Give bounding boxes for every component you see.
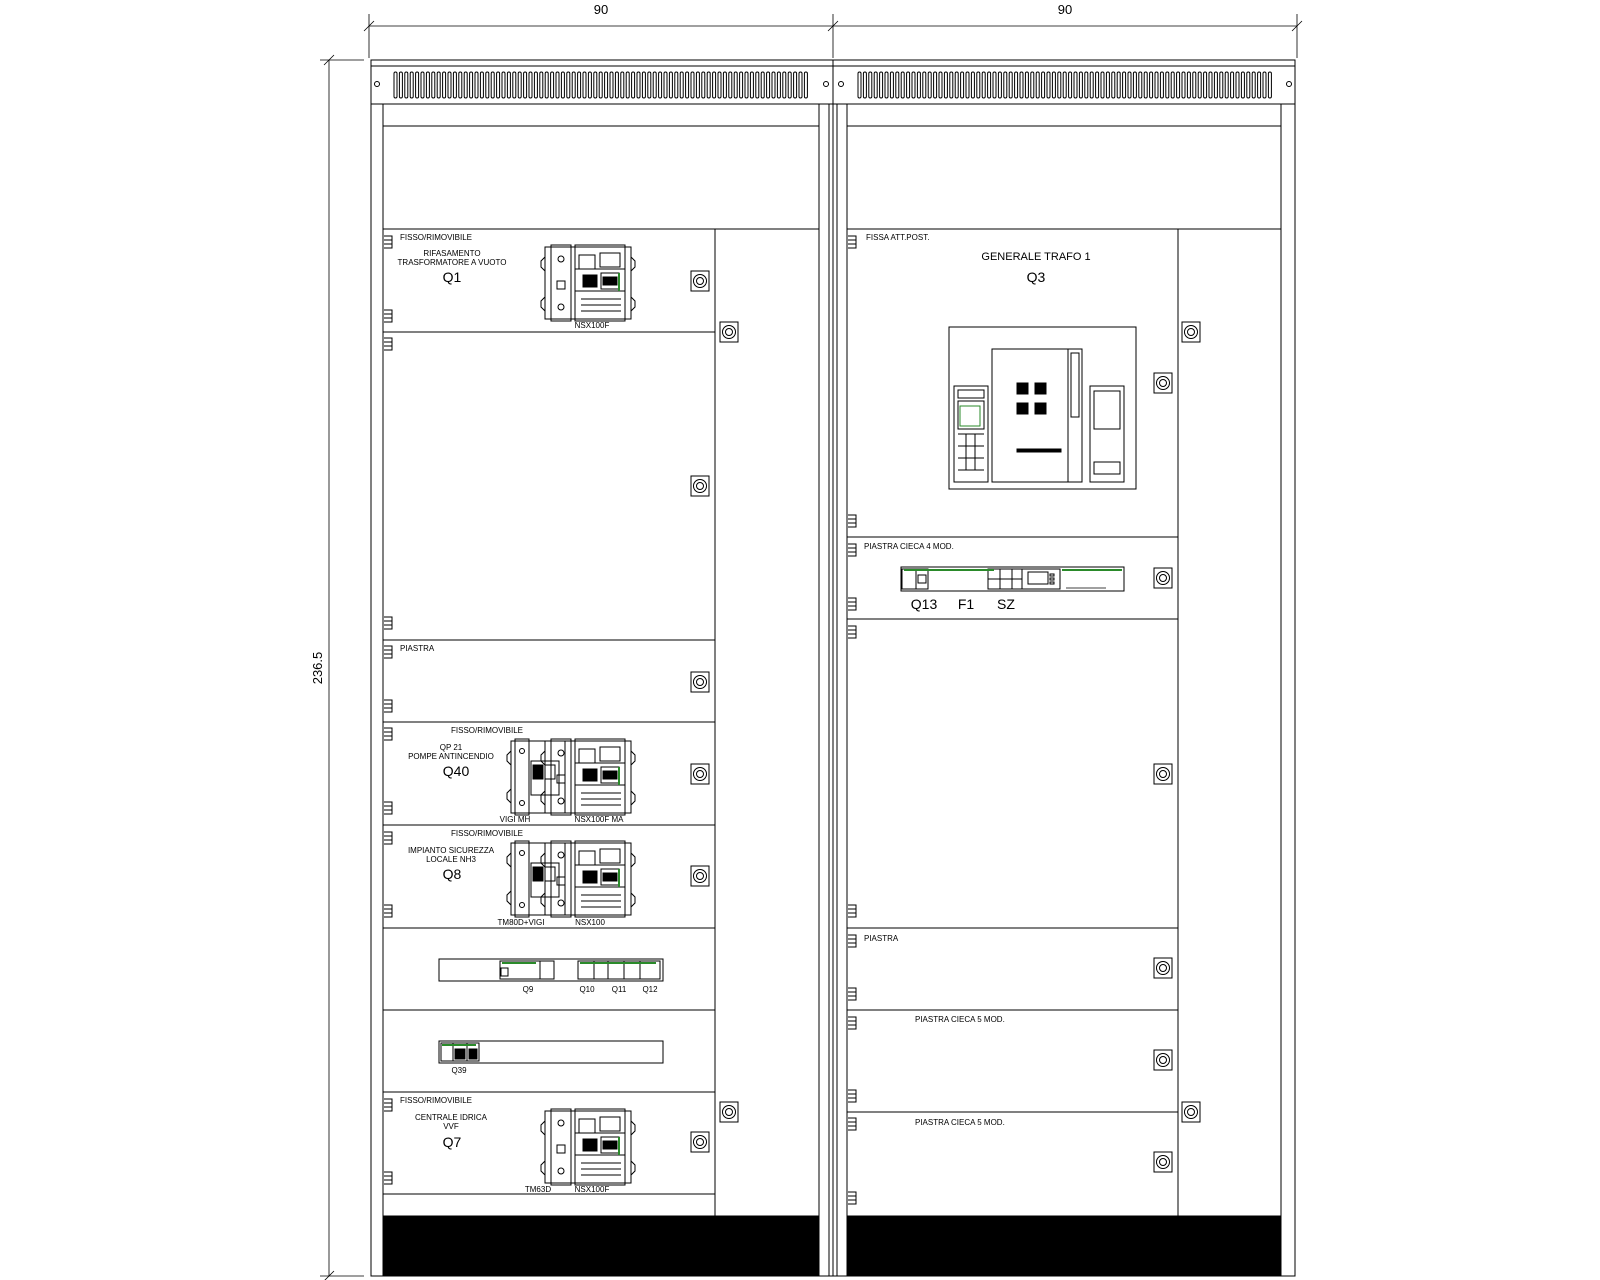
vent-slot	[551, 72, 554, 98]
right-column	[847, 229, 1200, 1216]
vent-slot	[594, 72, 597, 98]
device-model: VIGI MH	[499, 815, 531, 824]
vent-slot	[632, 72, 635, 98]
circuit-description: POMPE ANTINCENDIO	[408, 752, 494, 761]
breaker-q7[interactable]	[541, 1109, 635, 1185]
vent-slot	[1117, 72, 1120, 98]
breaker-tag: Q7	[442, 1134, 462, 1150]
vent-slot	[405, 72, 408, 98]
vent-slot	[874, 72, 877, 98]
vent-slot	[529, 72, 532, 98]
vent-slot	[416, 72, 419, 98]
vent-slot	[1123, 72, 1126, 98]
vent-slot	[1263, 72, 1266, 98]
breaker-tag: Q3	[1026, 269, 1046, 285]
vent-slot	[578, 72, 581, 98]
vent-slot	[1182, 72, 1185, 98]
vent-slot	[675, 72, 678, 98]
vent-slot	[1258, 72, 1261, 98]
vent-slot	[1058, 72, 1061, 98]
vent-slot	[394, 72, 397, 98]
vent-slot	[540, 72, 543, 98]
plinth-right	[847, 1216, 1281, 1276]
vent-slot	[410, 72, 413, 98]
vent-slot	[880, 72, 883, 98]
vent-slot	[707, 72, 710, 98]
vent-slot	[583, 72, 586, 98]
circuit-description: CENTRALE IDRICA	[414, 1113, 488, 1122]
vent-slot	[1241, 72, 1244, 98]
vent-slot	[1079, 72, 1082, 98]
vent-slot	[750, 72, 753, 98]
breaker-q8[interactable]	[507, 841, 635, 917]
vent-slot	[788, 72, 791, 98]
section-type-label: PIASTRA CIECA 5 MOD.	[915, 1118, 1005, 1127]
vent-slot	[637, 72, 640, 98]
vent-slot	[713, 72, 716, 98]
vent-slot	[491, 72, 494, 98]
vent-slot	[513, 72, 516, 98]
main-breaker-q3[interactable]	[949, 327, 1136, 489]
section-type-label: PIASTRA	[400, 644, 435, 653]
vent-slot	[497, 72, 500, 98]
vent-slot	[1177, 72, 1180, 98]
vent-slot	[1015, 72, 1018, 98]
vent-slot	[928, 72, 931, 98]
dimension-lines	[320, 14, 1302, 1280]
vent-slot	[556, 72, 559, 98]
vent-slot	[459, 72, 462, 98]
vent-slot	[534, 72, 537, 98]
vent-slot	[399, 72, 402, 98]
vent-slot	[524, 72, 527, 98]
device-model: NSX100	[575, 918, 605, 927]
vent-slot	[740, 72, 743, 98]
din-rail-q13-f1-sz[interactable]	[901, 567, 1124, 591]
vent-slot	[901, 72, 904, 98]
device-model: NSX100F	[574, 321, 610, 330]
vent-slot	[567, 72, 570, 98]
ventilation-grille-right	[858, 72, 1271, 98]
cabinet-frame	[371, 60, 1295, 1276]
vent-slot	[1252, 72, 1255, 98]
circuit-description: RIFASAMENTO	[423, 249, 481, 258]
vent-slot	[653, 72, 656, 98]
vent-slot	[955, 72, 958, 98]
vent-slot	[1052, 72, 1055, 98]
vent-slot	[794, 72, 797, 98]
breaker-tag: Q13	[910, 596, 938, 612]
breaker-tag: Q11	[611, 985, 627, 994]
vent-slot	[1101, 72, 1104, 98]
vent-slot	[518, 72, 521, 98]
circuit-description: VVF	[443, 1122, 459, 1131]
vent-slot	[1069, 72, 1072, 98]
section-type-label: PIASTRA	[864, 934, 899, 943]
vent-slot	[1209, 72, 1212, 98]
vent-slot	[885, 72, 888, 98]
breaker-tag: Q12	[642, 985, 658, 994]
device-model: TM63D	[524, 1185, 552, 1194]
section-type-label: PIASTRA CIECA 4 MOD.	[864, 542, 954, 551]
circuit-description: GENERALE TRAFO 1	[981, 251, 1091, 263]
vent-slot	[1160, 72, 1163, 98]
breaker-tag: F1	[957, 596, 975, 612]
vent-slot	[1150, 72, 1153, 98]
vent-slot	[912, 72, 915, 98]
circuit-description: IMPIANTO SICUREZZA	[407, 846, 495, 855]
vent-slot	[1198, 72, 1201, 98]
device-model: NSX100F MA	[574, 815, 624, 824]
breaker-tag: Q39	[451, 1066, 467, 1075]
vent-slot	[934, 72, 937, 98]
vent-slot	[982, 72, 985, 98]
vent-slot	[1085, 72, 1088, 98]
vent-slot	[1187, 72, 1190, 98]
vent-slot	[756, 72, 759, 98]
right-door-locks[interactable]	[1154, 322, 1200, 1172]
vent-slot	[664, 72, 667, 98]
vent-slot	[464, 72, 467, 98]
vent-slot	[961, 72, 964, 98]
vent-slot	[1204, 72, 1207, 98]
vent-slot	[988, 72, 991, 98]
vent-slot	[950, 72, 953, 98]
vent-slot	[907, 72, 910, 98]
vent-slot	[1247, 72, 1250, 98]
vent-slot	[998, 72, 1001, 98]
circuit-description: LOCALE NH3	[426, 855, 476, 864]
vent-slot	[1171, 72, 1174, 98]
vent-slot	[648, 72, 651, 98]
vent-slot	[588, 72, 591, 98]
vent-slot	[971, 72, 974, 98]
vent-slot	[448, 72, 451, 98]
dimension-height: 236.5	[310, 651, 325, 685]
vent-slot	[917, 72, 920, 98]
vent-slot	[572, 72, 575, 98]
breaker-q40[interactable]	[507, 739, 635, 815]
vent-slot	[1031, 72, 1034, 98]
breaker-tag: Q40	[442, 763, 470, 779]
section-type-label: FISSO/RIMOVIBILE	[400, 233, 473, 242]
vent-slot	[966, 72, 969, 98]
vent-slot	[421, 72, 424, 98]
vent-slot	[432, 72, 435, 98]
vent-slot	[659, 72, 662, 98]
vent-slot	[443, 72, 446, 98]
vent-slot	[939, 72, 942, 98]
vent-slot	[869, 72, 872, 98]
section-type-label: FISSO/RIMOVIBILE	[400, 1096, 473, 1105]
vent-slot	[1047, 72, 1050, 98]
vent-slot	[896, 72, 899, 98]
vent-slot	[993, 72, 996, 98]
vent-slot	[1128, 72, 1131, 98]
vent-slot	[1236, 72, 1239, 98]
vent-slot	[1133, 72, 1136, 98]
vent-slot	[642, 72, 645, 98]
vent-slot	[783, 72, 786, 98]
section-type-label: FISSO/RIMOVIBILE	[451, 829, 524, 838]
vent-slot	[1144, 72, 1147, 98]
vent-slot	[1268, 72, 1271, 98]
vent-slot	[1036, 72, 1039, 98]
vent-slot	[772, 72, 775, 98]
device-model: TM80D+VIGI	[497, 918, 545, 927]
vent-slot	[767, 72, 770, 98]
vent-slot	[890, 72, 893, 98]
right-hinges	[848, 236, 856, 1204]
vent-slot	[1074, 72, 1077, 98]
vent-slot	[1009, 72, 1012, 98]
vent-slot	[734, 72, 737, 98]
vent-slot	[702, 72, 705, 98]
breaker-tag: Q9	[522, 985, 534, 994]
circuit-description: TRASFORMATORE A VUOTO	[397, 258, 507, 267]
breaker-tag: Q10	[579, 985, 595, 994]
vent-slot	[680, 72, 683, 98]
vent-slot	[923, 72, 926, 98]
vent-slot	[480, 72, 483, 98]
vent-slot	[470, 72, 473, 98]
din-rail-q39[interactable]	[439, 1041, 663, 1063]
vent-slot	[691, 72, 694, 98]
vent-slot	[626, 72, 629, 98]
vent-slot	[453, 72, 456, 98]
device-model: NSX100F	[574, 1185, 610, 1194]
vent-slot	[502, 72, 505, 98]
vent-slot	[1090, 72, 1093, 98]
vent-slot	[1225, 72, 1228, 98]
vent-slot	[599, 72, 602, 98]
vent-slot	[1166, 72, 1169, 98]
vent-slot	[1193, 72, 1196, 98]
ventilation-grille-left	[394, 72, 807, 98]
vent-slot	[1025, 72, 1028, 98]
vent-slot	[621, 72, 624, 98]
vent-slot	[777, 72, 780, 98]
vent-slot	[1155, 72, 1158, 98]
vent-slot	[977, 72, 980, 98]
vent-slot	[669, 72, 672, 98]
breaker-tag: Q1	[442, 269, 462, 285]
vent-slot	[944, 72, 947, 98]
vent-slot	[858, 72, 861, 98]
vent-slot	[804, 72, 807, 98]
vent-slot	[686, 72, 689, 98]
vent-slot	[615, 72, 618, 98]
din-rail-q9-q12[interactable]	[439, 959, 663, 981]
vent-slot	[486, 72, 489, 98]
vent-slot	[545, 72, 548, 98]
vent-slot	[426, 72, 429, 98]
vent-slot	[507, 72, 510, 98]
vent-slot	[1220, 72, 1223, 98]
section-type-label: PIASTRA CIECA 5 MOD.	[915, 1015, 1005, 1024]
dimension-width-left: 90	[593, 2, 609, 17]
breaker-tag: Q8	[442, 866, 462, 882]
vent-slot	[1231, 72, 1234, 98]
vent-slot	[1004, 72, 1007, 98]
vent-slot	[863, 72, 866, 98]
vent-slot	[1063, 72, 1066, 98]
vent-slot	[1106, 72, 1109, 98]
vent-slot	[1214, 72, 1217, 98]
vent-slot	[1139, 72, 1142, 98]
vent-slot	[1042, 72, 1045, 98]
dimension-width-right: 90	[1057, 2, 1073, 17]
breaker-tag: SZ	[997, 596, 1015, 612]
vent-slot	[1112, 72, 1115, 98]
vent-slot	[1096, 72, 1099, 98]
vent-slot	[696, 72, 699, 98]
left-column	[383, 229, 738, 1216]
vent-slot	[799, 72, 802, 98]
vent-slot	[1020, 72, 1023, 98]
section-type-label: FISSO/RIMOVIBILE	[451, 726, 524, 735]
vent-slot	[729, 72, 732, 98]
vent-slot	[605, 72, 608, 98]
breaker-q1[interactable]	[541, 245, 635, 321]
vent-slot	[723, 72, 726, 98]
vent-slot	[561, 72, 564, 98]
vent-slot	[437, 72, 440, 98]
left-hinges	[384, 236, 392, 1184]
plinth-left	[383, 1216, 819, 1276]
vent-slot	[475, 72, 478, 98]
vent-slot	[718, 72, 721, 98]
circuit-description: QP 21	[439, 743, 463, 752]
vent-slot	[610, 72, 613, 98]
section-type-label: FISSA ATT.POST.	[866, 233, 930, 242]
vent-slot	[745, 72, 748, 98]
vent-slot	[761, 72, 764, 98]
